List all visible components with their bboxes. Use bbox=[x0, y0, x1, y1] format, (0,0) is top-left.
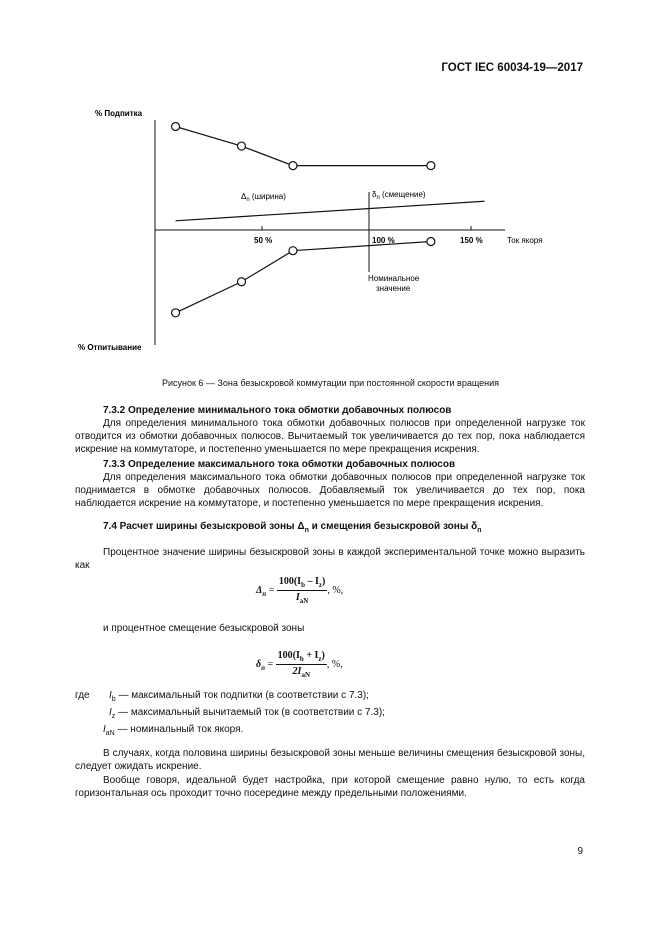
paragraph-sparking: В случаях, когда половина ширины безыскровой зоны меньше величины смещения безыскровой зоны, следует ожидать искрение. bbox=[75, 748, 585, 772]
data-point-upper-0 bbox=[172, 123, 180, 131]
data-point-upper-2 bbox=[289, 162, 297, 170]
data-point-lower-1 bbox=[237, 278, 245, 286]
section-7-3-2-body: Для определения минимального тока обмотки добавочных полюсов при определенной нагрузке ток отводится из обмотки добавочных полюсов. Вычитаемый ток увеличивается до тех пор, пока наблюдается искрение на коммутаторе, и постепенно уменьшается по мере прекращения искрения. bbox=[75, 418, 585, 455]
tick-label-50: 50 % bbox=[254, 236, 273, 245]
data-point-lower-3 bbox=[427, 238, 435, 246]
nominal-label-line2: значение bbox=[376, 284, 411, 293]
x-axis-label: Ток якоря bbox=[507, 236, 543, 245]
tick-label-150: 150 % bbox=[460, 236, 483, 245]
paragraph-ideal-setting: Вообще говоря, идеальной будет настройка, при которой смещение равно нулю, то есть когда горизонтальная ось проходит точно посередине между предельными положениями. bbox=[75, 775, 585, 799]
paragraph-offset-intro: и процентное смещение безыскровой зоны bbox=[103, 623, 305, 634]
document-header: ГОСТ IEC 60034-19—2017 bbox=[441, 62, 583, 74]
formula-width: $\Delta_n$ = $\frac{100(I_b - I_z)}{I_{aN}}$ , %, bbox=[256, 576, 344, 605]
delta-width-label: $\Delta_n$ (ширина) bbox=[241, 192, 286, 203]
section-7-3-3 bbox=[75, 458, 585, 510]
figure-caption: Рисунок 6 — Зона безыскровой коммутации при постоянной скорости вращения bbox=[161, 378, 500, 388]
commutation-zone-figure bbox=[0, 0, 661, 400]
section-7-3-2 bbox=[75, 404, 585, 456]
delta-offset-label: $\delta_n$ (смещение) bbox=[372, 190, 426, 201]
series-line-mid bbox=[176, 201, 485, 221]
data-point-upper-1 bbox=[237, 142, 245, 150]
series-line-upper bbox=[176, 127, 431, 166]
section-7-3-3-body: Для определения максимального тока обмотки добавочных полюсов при определенной нагрузке ток поднимается в обмотке добавочных полюсов. Добавляемый ток увеличивается до тех пор, пока наблюдается искрение на коммутаторе, и постепенно уменьшается по мере прекращения искрения. bbox=[75, 472, 585, 509]
label-bottom: % Отпитывание bbox=[78, 343, 142, 352]
section-7-3-3-title: 7.3.3 Определение максимального тока обмотки добавочных полюсов bbox=[103, 459, 456, 470]
definition-ian: $I_{aN}$ — номинальный ток якоря. bbox=[103, 724, 244, 737]
data-point-lower-2 bbox=[289, 247, 297, 255]
formula-offset: $\delta_n$ = $\frac{100(I_b + I_z)}{2I_{aN}}$ , %, bbox=[256, 650, 343, 679]
data-point-upper-3 bbox=[427, 162, 435, 170]
section-7-4-title: 7.4 Расчет ширины безыскровой зоны $\Delta_n$ и смещения безыскровой зоны $\delta_n$ bbox=[103, 521, 482, 534]
definition-iz: $I_z$ — максимальный вычитаемый ток (в соответствии с 7.3); bbox=[109, 707, 385, 720]
page-number: 9 bbox=[577, 846, 583, 857]
label-top: % Подпитка bbox=[95, 109, 143, 118]
nominal-label-line1: Номинальное bbox=[368, 274, 420, 283]
data-point-lower-0 bbox=[172, 309, 180, 317]
definition-ib: где $I_b$ — максимальный ток подпитки (в соответствии с 7.3); bbox=[75, 690, 369, 703]
section-7-3-2-title: 7.3.2 Определение минимального тока обмотки добавочных полюсов bbox=[103, 405, 452, 416]
paragraph-width-intro: Процентное значение ширины безыскровой зоны в каждой экспериментальной точке можно выразить как bbox=[75, 547, 585, 571]
symbol-definitions bbox=[75, 687, 585, 738]
tick-label-100: 100 % bbox=[372, 236, 395, 245]
